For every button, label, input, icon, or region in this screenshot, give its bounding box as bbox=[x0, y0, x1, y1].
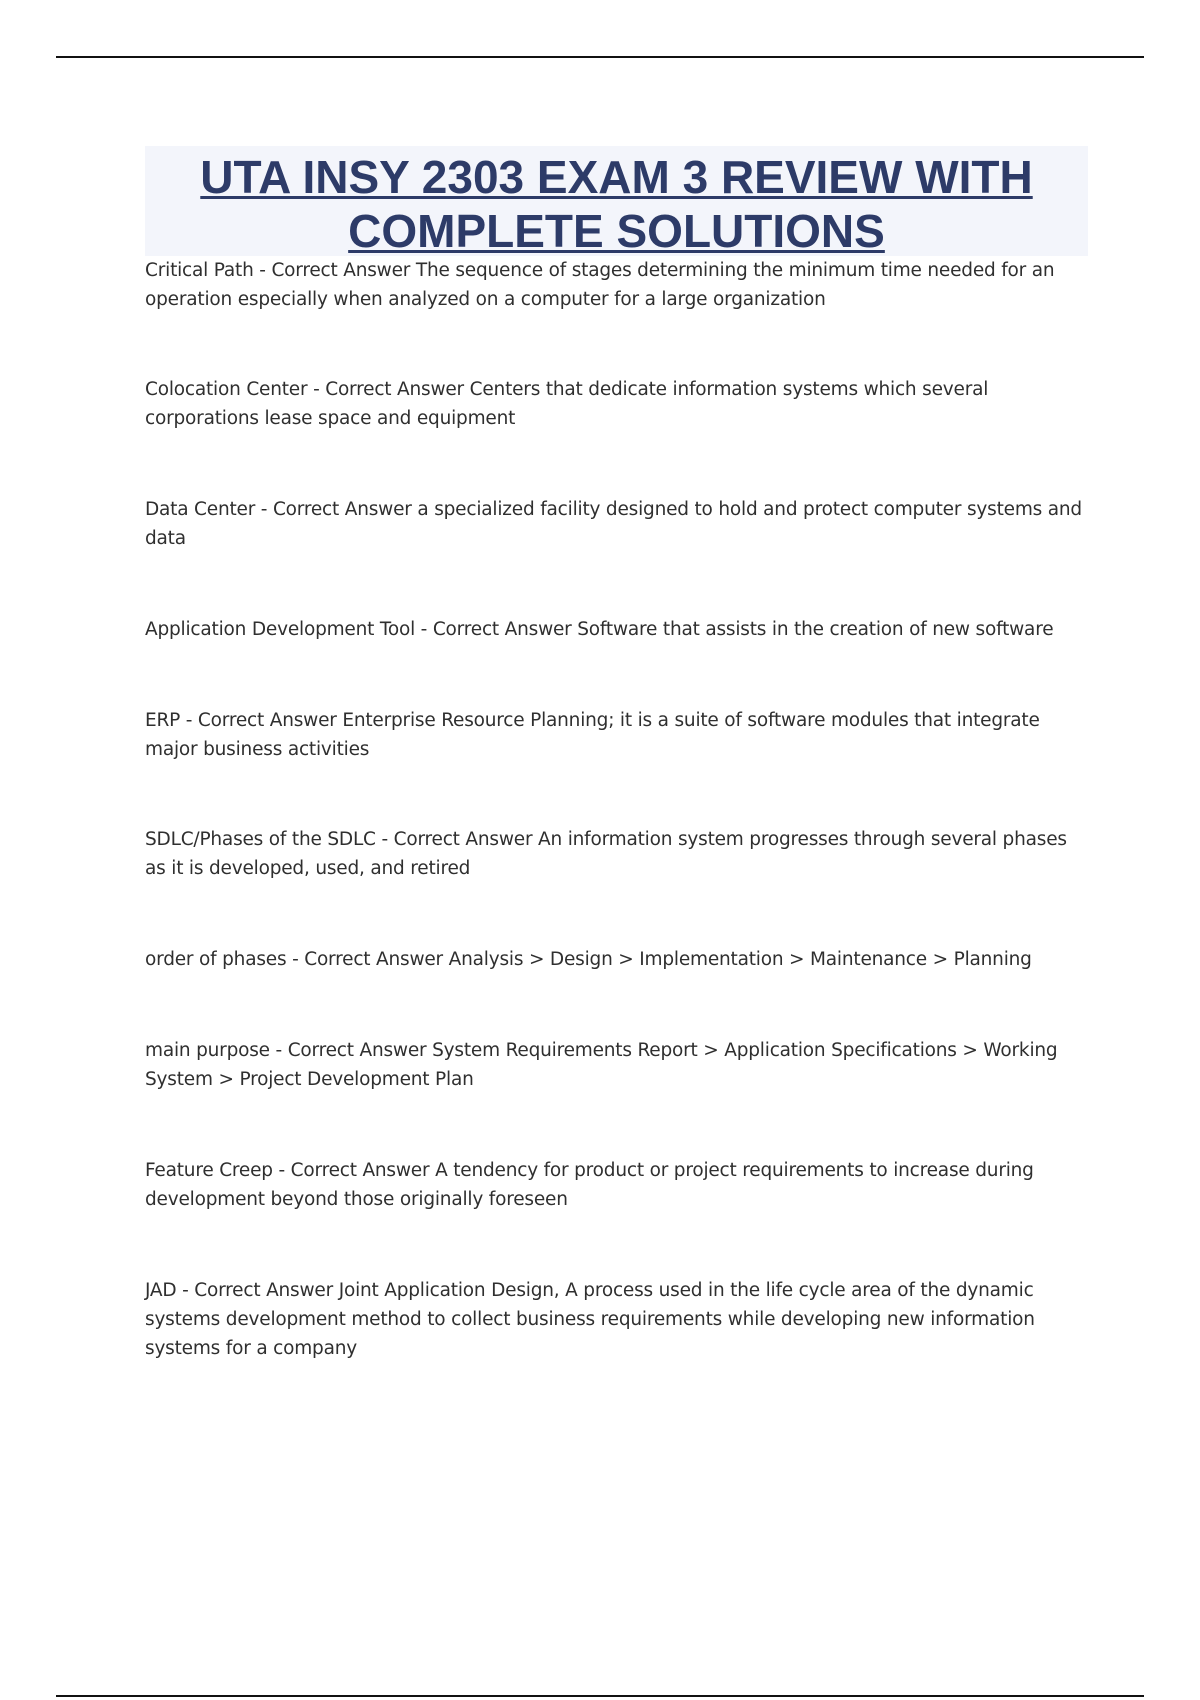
qa-entry: Critical Path - Correct Answer The sequence of stages determining the minimum time needed for an operation especially when analyzed on a computer for a large organization bbox=[145, 260, 1055, 310]
top-rule bbox=[56, 56, 1144, 58]
document-title: UTA INSY 2303 EXAM 3 REVIEW WITH COMPLETE SOLUTIONS bbox=[200, 151, 1033, 257]
qa-entry: JAD - Correct Answer Joint Application Design, A process used in the life cycle area of the dynamic systems development method to collect business requirements while developing new information systems for a company bbox=[145, 1280, 1035, 1359]
qa-entry: ERP - Correct Answer Enterprise Resource Planning; it is a suite of software modules that integrate major business activities bbox=[145, 710, 1040, 760]
qa-entry: Application Development Tool - Correct Answer Software that assists in the creation of new software bbox=[145, 619, 1054, 640]
qa-entry: order of phases - Correct Answer Analysis > Design > Implementation > Maintenance > Planning bbox=[145, 949, 1032, 970]
qa-entry: Feature Creep - Correct Answer A tendency for product or project requirements to increase during development beyond those originally foreseen bbox=[145, 1160, 1034, 1210]
qa-entry: Data Center - Correct Answer a specialized facility designed to hold and protect computer systems and data bbox=[145, 499, 1082, 549]
bottom-rule bbox=[56, 1695, 1144, 1697]
qa-entry: Colocation Center - Correct Answer Centers that dedicate information systems which several corporations lease space and equipment bbox=[145, 379, 989, 429]
qa-entry-list bbox=[145, 256, 1090, 1363]
title-banner bbox=[145, 146, 1088, 256]
qa-entry: SDLC/Phases of the SDLC - Correct Answer An information system progresses through several phases as it is developed, used, and retired bbox=[145, 829, 1067, 879]
qa-entry: main purpose - Correct Answer System Requirements Report > Application Specifications > Working System > Project Development Plan bbox=[145, 1040, 1058, 1090]
